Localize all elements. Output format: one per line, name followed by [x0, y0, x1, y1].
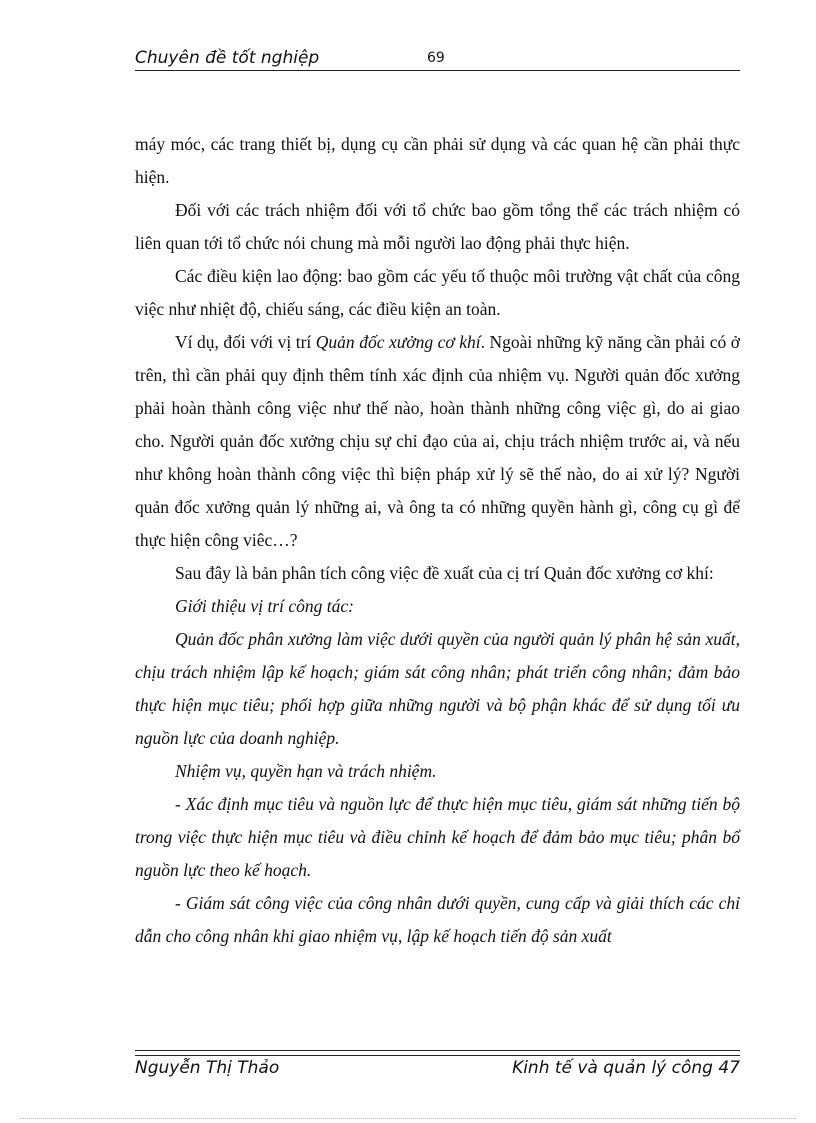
- body-text: [135, 128, 740, 953]
- paragraph: Quản đốc phân xưởng làm việc dưới quyền của người quản lý phân hệ sản xuất, chịu trách nhiệm lập kế hoạch; giám sát công nhân; phát triển công nhân; đảm bảo thực hiện mục tiêu; phối hợp giữa những người và bộ phận khác để sử dụng tối ưu nguồn lực của doanh nghiệp.: [135, 629, 740, 748]
- page-footer: [135, 1050, 740, 1078]
- section-heading: Giới thiệu vị trí công tác:: [175, 596, 354, 616]
- page-edge-divider: [20, 1118, 796, 1119]
- paragraph-text: Ví dụ, đối với vị trí: [175, 332, 316, 352]
- list-item: - Giám sát công việc của công nhân dưới quyền, cung cấp và giải thích các chỉ dẫn cho công nhân khi giao nhiệm vụ, lập kế hoạch tiến độ sản xuất: [135, 893, 740, 946]
- paragraph-example: [135, 326, 740, 557]
- paragraph: máy móc, các trang thiết bị, dụng cụ cần phải sử dụng và các quan hệ cần phải thực hiện.: [135, 134, 740, 187]
- footer-divider: [135, 1050, 740, 1056]
- page-number: 69: [427, 50, 445, 66]
- paragraph: Đối với các trách nhiệm đối với tổ chức bao gồm tổng thể các trách nhiệm có liên quan tới tổ chức nói chung mà mỗi người lao động phải thực hiện.: [135, 200, 740, 253]
- class-name: Kinh tế và quản lý công 47: [512, 1058, 740, 1078]
- paragraph: Sau đây là bản phân tích công việc đề xuất của cị trí Quản đốc xưởng cơ khí:: [175, 563, 714, 583]
- section-heading: Nhiệm vụ, quyền hạn và trách nhiệm.: [175, 761, 437, 781]
- paragraph-text: . Ngoài những kỹ năng cần phải có ở trên, thì cần phải quy định thêm tính xác định của nhiệm vụ. Người quản đốc xưởng phải hoàn thành công việc như thế nào, hoàn thành những công việc gì, do ai giao cho. Người quản đốc xưởng chịu sự chỉ đạo của ai, chịu trách nhiệm trước ai, và nếu như không hoàn thành công việc thì biện pháp xử lý sẽ thế nào, do ai xử lý? Người quản đốc xưởng quản lý những ai, và ông ta có những quyền hành gì, công cụ gì để thực hiện công viêc…?: [135, 332, 740, 550]
- list-item: - Xác định mục tiêu và nguồn lực để thực hiện mục tiêu, giám sát những tiến bộ trong việc thực hiện mục tiêu và điều chỉnh kế hoạch để đảm bảo mục tiêu; phân bổ nguồn lực theo kế hoạch.: [135, 794, 740, 880]
- emphasis-text: Quản đốc xưởng cơ khí: [315, 332, 481, 352]
- author-name: Nguyễn Thị Thảo: [135, 1058, 280, 1078]
- page-header: [135, 48, 740, 71]
- paragraph: Các điều kiện lao động: bao gồm các yếu tố thuộc môi trường vật chất của công việc như nhiệt độ, chiếu sáng, các điều kiện an toàn.: [135, 266, 740, 319]
- header-title: Chuyên đề tốt nghiệp: [135, 48, 320, 68]
